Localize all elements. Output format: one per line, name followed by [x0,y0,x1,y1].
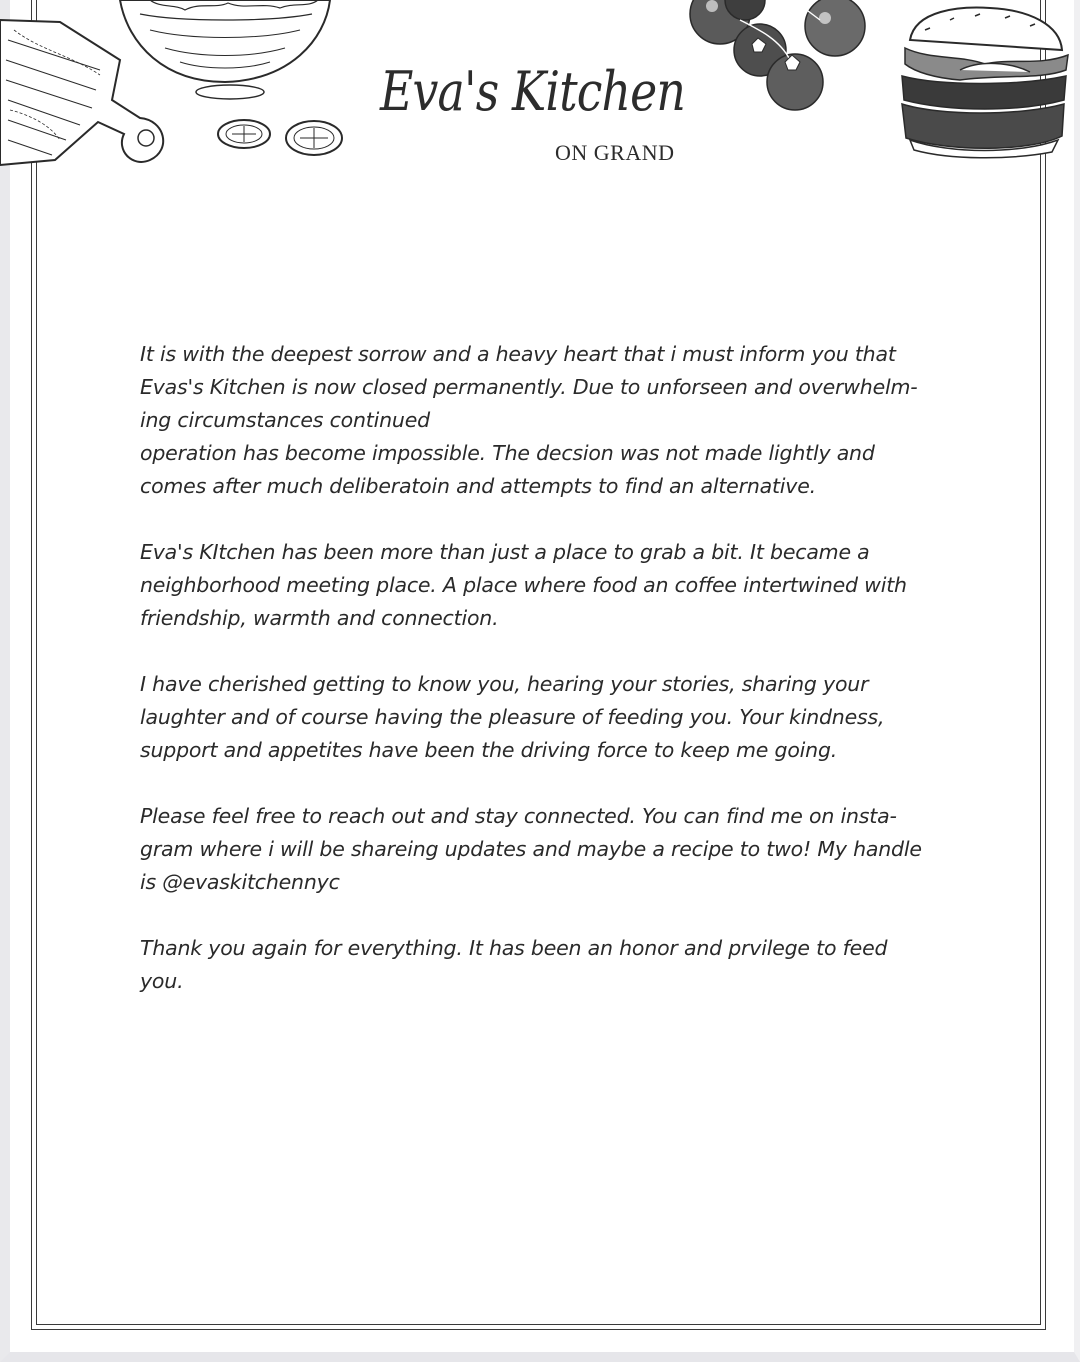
letter-line: you. [140,969,184,993]
letter-line: friendship, warmth and connection. [140,606,499,630]
closure-letter [140,338,930,1031]
letter-line: ing circumstances continued [140,408,430,432]
letter-line: Please feel free to reach out and stay connected. You can find me on insta- [140,804,897,828]
letter-line: support and appetites have been the driving force to keep me going. [140,738,838,762]
letter-line: Thank you again for everything. It has been an honor and prvilege to feed [140,936,888,960]
letter-paragraph [140,800,930,899]
letter-paragraph [140,338,930,503]
logo-script-text: Eva's Kitchen [379,60,685,123]
letter-line: Evas's Kitchen is now closed permanently. Due to unforseen and overwhelm- [140,375,918,399]
logo-subtitle: ON GRAND [555,140,675,165]
letter-paragraph [140,536,930,635]
letter-line: I have cherished getting to know you, hearing your stories, sharing your [140,672,869,696]
letter-line: laughter and of course having the pleasure of feeding you. Your kindness, [140,705,885,729]
letter-line: neighborhood meeting place. A place where food an coffee intertwined with [140,573,907,597]
letter-paragraph [140,668,930,767]
logo-wordmark [380,48,700,143]
letter-line: It is with the deepest sorrow and a heavy heart that i must inform you that [140,342,896,366]
letter-line: comes after much deliberatoin and attempts to find an alternative. [140,474,816,498]
letter-line: operation has become impossible. The decsion was not made lightly and [140,441,875,465]
letter-line: is @evaskitchennyc [140,870,340,894]
letter-paragraph [140,932,930,998]
logo-script-art [380,48,700,143]
letter-line: Eva's KItchen has been more than just a place to grab a bit. It became a [140,540,870,564]
letter-line: gram where i will be shareing updates and maybe a recipe to two! My handle [140,837,922,861]
